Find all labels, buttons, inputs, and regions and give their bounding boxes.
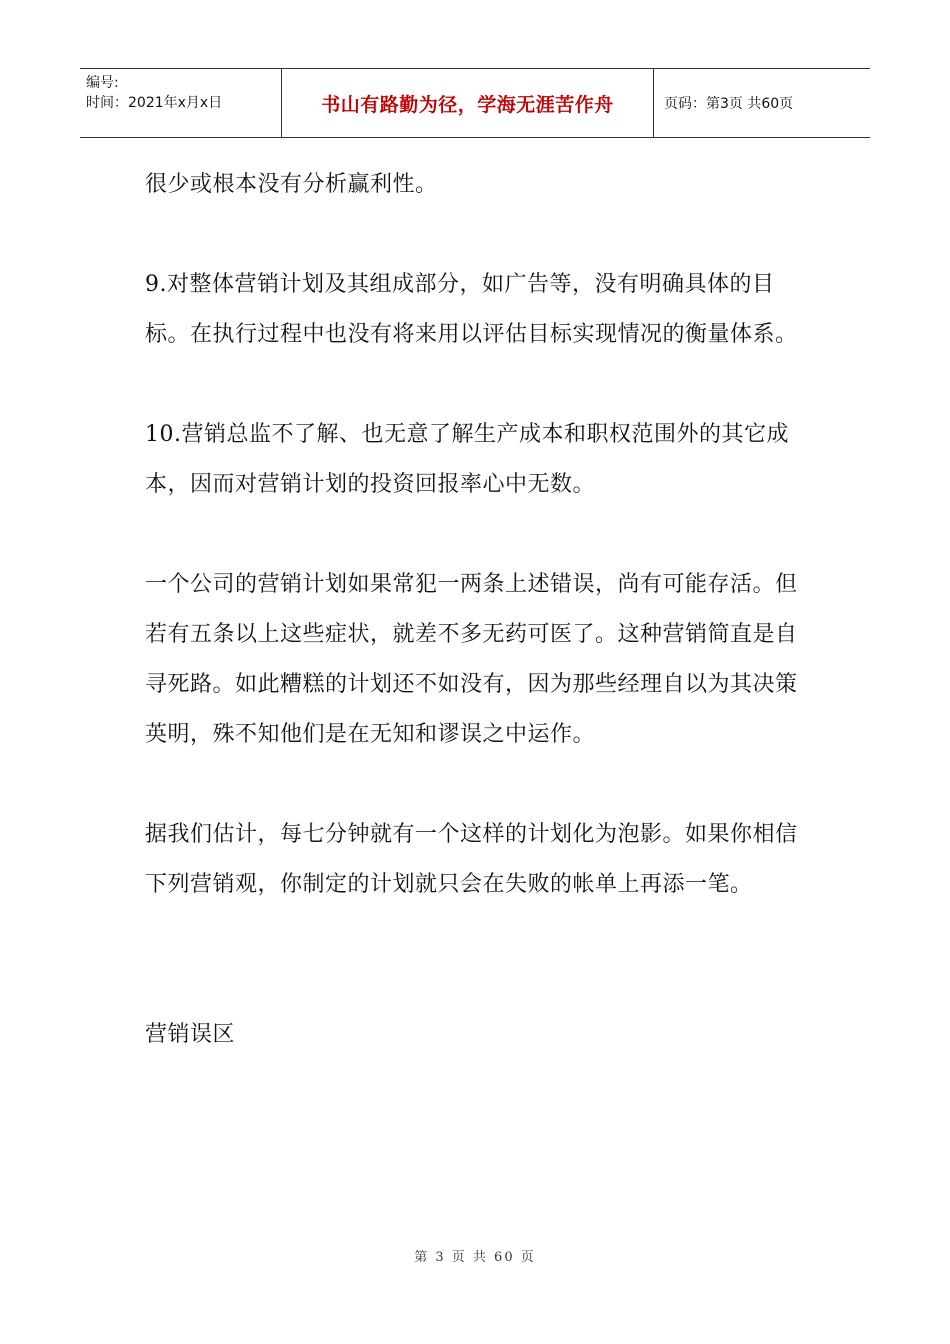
document-body <box>145 160 805 1060</box>
paragraph: 9.对整体营销计划及其组成部分，如广告等，没有明确具体的目标。在执行过程中也没有将来用以评估目标实现情况的衡量体系。 <box>145 272 798 347</box>
page-header <box>80 68 870 138</box>
paragraph: 10.营销总监不了解、也无意了解生产成本和职权范围外的其它成本，因而对营销计划的投资回报率心中无数。 <box>145 422 789 497</box>
document-number-label: 编号: <box>86 75 119 91</box>
document-date: 时间：2021年x月x日 <box>86 95 223 111</box>
paragraph: 据我们估计，每七分钟就有一个这样的计划化为泡影。如果你相信下列营销观，你制定的计划就只会在失败的帐单上再添一笔。 <box>145 822 798 897</box>
header-meta <box>80 69 282 137</box>
header-page-info: 页码：第3页 共60页 <box>664 96 794 112</box>
section-heading: 营销误区 <box>145 1022 236 1047</box>
paragraph: 很少或根本没有分析赢利性。 <box>145 172 438 197</box>
header-motto: 书山有路勤为径，学海无涯苦作舟 <box>282 69 654 137</box>
page-footer: 第 3 页 共 60 页 <box>414 1250 536 1265</box>
paragraph: 一个公司的营销计划如果常犯一两条上述错误，尚有可能存活。但若有五条以上这些症状，就差不多无药可医了。这种营销简直是自寻死路。如此糟糕的计划还不如没有，因为那些经理自以为其决策英明，殊不知他们是在无知和谬误之中运作。 <box>145 572 798 747</box>
